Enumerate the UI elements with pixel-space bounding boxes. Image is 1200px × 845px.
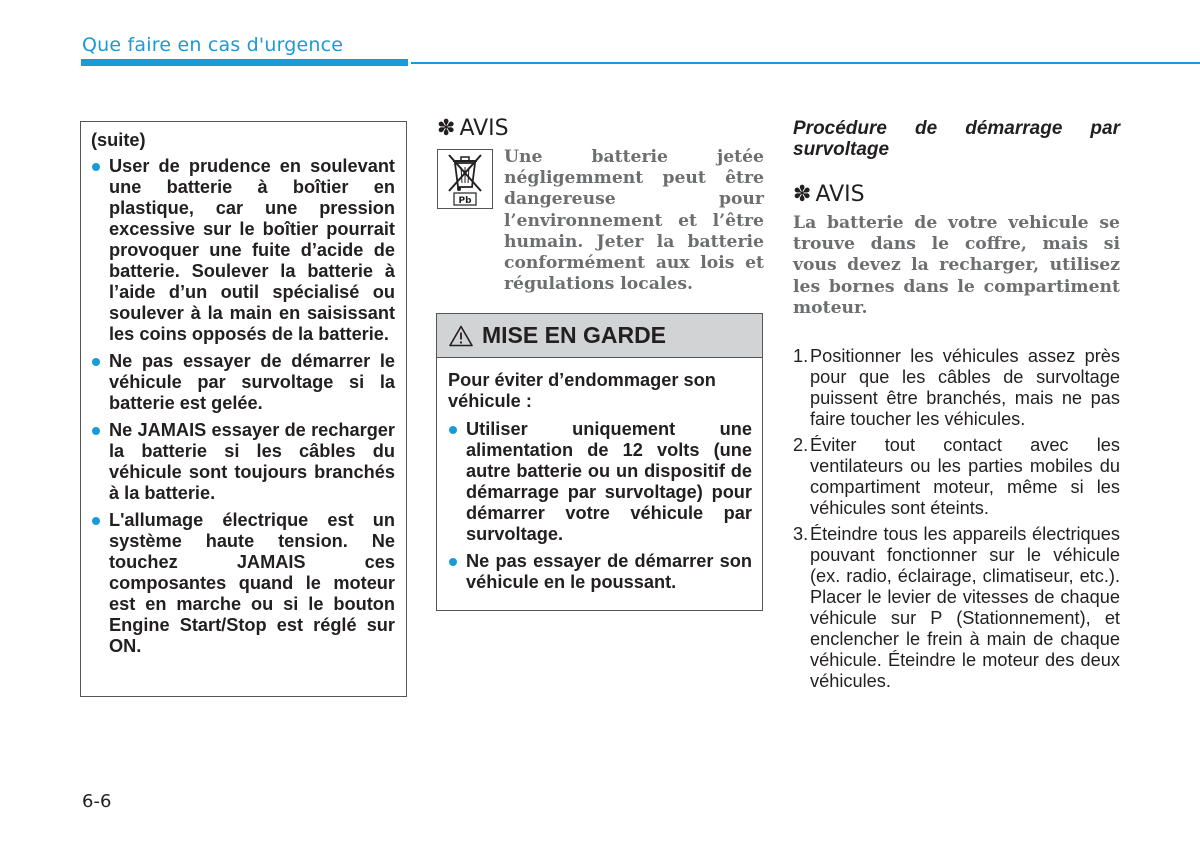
procedure-steps xyxy=(793,346,1120,697)
step-number: 1. xyxy=(793,346,809,366)
list-item: User de prudence en soulevant une batterie à boîtier en plastique, car une pression excessive sur le boîtier pourrait provoquer une fuite d’acide de batterie. Soulever la batterie à l’aide d’un outil spécialisé ou soulever à la main en saisissant les coins opposés de la batterie. xyxy=(91,156,395,345)
header-rule-thick xyxy=(81,59,408,66)
caution-continued-box xyxy=(80,121,407,697)
step-text: Éteindre tous les appareils électriques pouvant fonctionner sur le véhicule (ex. radio, éclairage, climatiseur, etc.). Placer le levier de vitesses de chaque véhicule sur P (Stationnement), et enclencher le frein à main de chaque véhicule. Éteindre le moteur des deux véhicules. xyxy=(810,524,1120,691)
header-rule-thin xyxy=(411,62,1200,64)
notice-star-icon: ✽ xyxy=(437,116,456,141)
notice-heading-2: ✽ AVIS xyxy=(793,182,865,207)
box-title: (suite) xyxy=(91,130,146,150)
list-item: Utiliser uniquement une alimentation de 12 volts (une autre batterie ou un dispositif de démarrage par survoltage) pour démarrer votre véhicule par survoltage. xyxy=(448,419,752,545)
step-number: 3. xyxy=(793,524,809,544)
list-item: Ne JAMAIS essayer de recharger la batterie si les câbles du véhicule sont toujours branchés à la batterie. xyxy=(91,420,395,504)
notice-star-icon: ✽ xyxy=(793,182,812,207)
step-text: Positionner les véhicules assez près pour que les câbles de survoltage puissent être branchés, mais ne pas faire toucher les véhicules. xyxy=(810,346,1120,429)
warning-intro: Pour éviter d’endommager son véhicule : xyxy=(448,370,716,411)
step-text: Éviter tout contact avec les ventilateurs ou les parties mobiles du compartiment moteur, même si les véhicules sont éteints. xyxy=(810,435,1120,518)
crossed-bin-icon xyxy=(437,149,493,209)
warning-box xyxy=(436,313,763,611)
warning-header xyxy=(437,314,762,358)
warning-body xyxy=(437,358,762,593)
list-item: Ne pas essayer de démarrer le véhicule par survoltage si la batterie est gelée. xyxy=(91,351,395,414)
notice-heading: ✽ AVIS xyxy=(437,116,509,141)
notice-text-2: La batterie de votre vehicule se trouve dans le coffre, mais si vous devez la recharger, utilisez les bornes dans le compartiment moteur. xyxy=(793,213,1120,318)
warning-triangle-icon xyxy=(449,325,473,347)
list-item: Ne pas essayer de démarrer son véhicule en le poussant. xyxy=(448,551,752,593)
step-item xyxy=(793,435,1120,519)
procedure-title: Procédure de démarrage par survoltage xyxy=(793,118,1120,160)
step-item xyxy=(793,524,1120,692)
notice-text: Une batterie jetée négligemment peut être dangereuse pour l’environnement et l’être humain. Jeter la batterie conformément aux lois et régulations locales. xyxy=(504,147,764,295)
list-item: L'allumage électrique est un système haute tension. Ne touchez JAMAIS ces composantes quand le moteur est en marche ou si le bouton Engine Start/Stop est réglé sur ON. xyxy=(91,510,395,657)
svg-text:Pb: Pb xyxy=(458,196,472,206)
section-title: Que faire en cas d'urgence xyxy=(82,34,344,56)
warning-title: MISE EN GARDE xyxy=(482,322,667,348)
page-number: 6-6 xyxy=(82,791,112,812)
step-number: 2. xyxy=(793,435,809,455)
caution-list xyxy=(91,156,395,657)
step-item xyxy=(793,346,1120,430)
warning-list xyxy=(448,419,752,593)
